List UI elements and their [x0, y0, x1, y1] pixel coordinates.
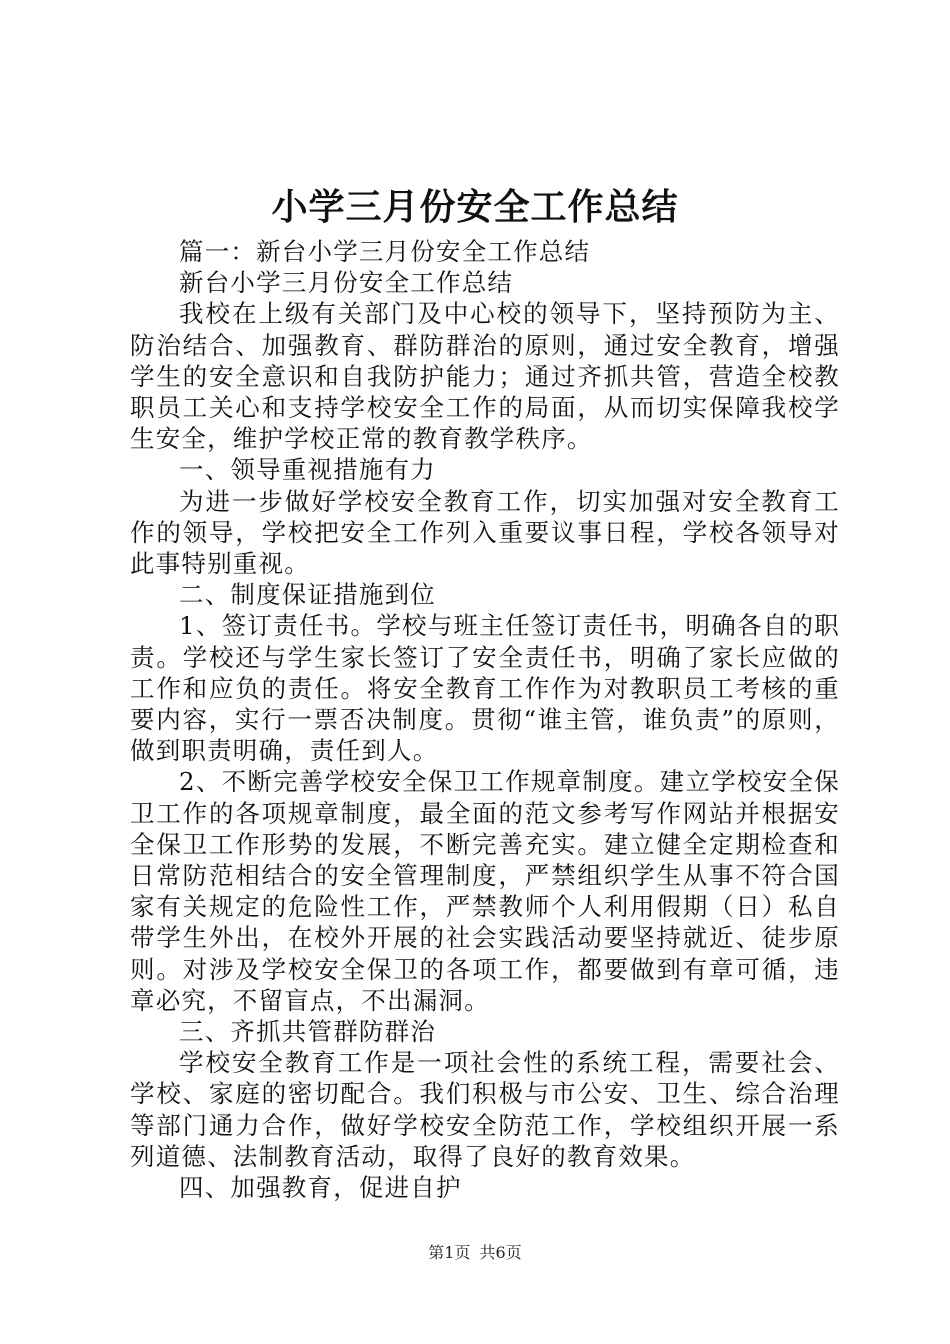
page-footer [0, 1243, 950, 1263]
page-total: 共6页 [479, 1243, 522, 1262]
page-number: 第1页 [428, 1243, 471, 1262]
section-intro-line: 篇一：新台小学三月份安全工作总结 [179, 237, 591, 266]
subtitle-line: 新台小学三月份安全工作总结 [179, 268, 514, 298]
body-paragraph: 学校安全教育工作是一项社会性的系统工程，需要社会、学校、家庭的密切配合。我们积极与市公安、卫生、综合治理等部门通力合作，做好学校安全防范工作，学校组织开展一系列道德、法制教育活动，取得了良好的教育效果。 [130, 1048, 840, 1171]
section-heading: 二、制度保证措施到位 [179, 580, 436, 610]
body-paragraph: 1、签订责任书。学校与班主任签订责任书，明确各自的职责。学校还与学生家长签订了安全责任书，明确了家长应做的工作和应负的责任。将安全教育工作作为对教职员工考核的重要内容，实行一票否决制度。贯彻“谁主管，谁负责”的原则，做到职责明确，责任到人。 [130, 611, 840, 766]
section-heading: 三、齐抓共管群防群治 [179, 1017, 436, 1047]
body-paragraph: 我校在上级有关部门及中心校的领导下，坚持预防为主、防治结合、加强教育、群防群治的原则，通过安全教育，增强学生的安全意识和自我防护能力；通过齐抓共管，营造全校教职员工关心和支持学校安全工作的局面，从而切实保障我校学生安全，维护学校正常的教育教学秩序。 [130, 299, 840, 454]
section-heading: 四、加强教育，促进自护 [179, 1173, 462, 1203]
document-body [130, 236, 840, 1203]
body-paragraph: 为进一步做好学校安全教育工作，切实加强对安全教育工作的领导，学校把安全工作列入重要议事日程，学校各领导对此事特别重视。 [130, 486, 840, 579]
document-title: 小学三月份安全工作总结 [271, 187, 679, 228]
section-heading: 一、领导重视措施有力 [179, 455, 436, 485]
body-paragraph: 2、不断完善学校安全保卫工作规章制度。建立学校安全保卫工作的各项规章制度，最全面的范文参考写作网站并根据安全保卫工作形势的发展，不断完善充实。建立健全定期检查和日常防范相结合的安全管理制度，严禁组织学生从事不符合国家有关规定的危险性工作，严禁教师个人利用假期（日）私自带学生外出，在校外开展的社会实践活动要坚持就近、徒步原则。对涉及学校安全保卫的各项工作，都要做到有章可循，违章必究，不留盲点，不出漏洞。 [130, 767, 840, 1015]
